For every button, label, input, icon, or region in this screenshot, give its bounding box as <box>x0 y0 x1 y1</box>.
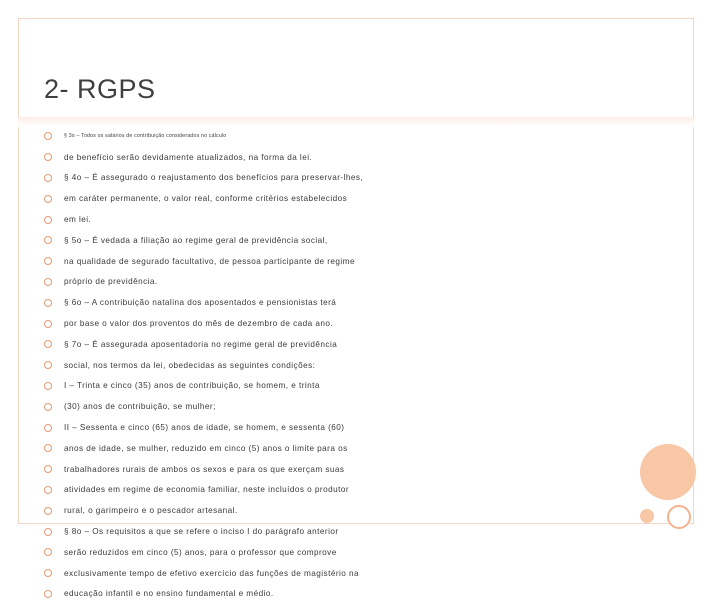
bullet-text: § 6o – A contribuição natalina dos aposentados e pensionistas terá <box>64 298 337 308</box>
bullet-icon <box>44 299 52 307</box>
list-item <box>44 126 644 147</box>
list-item <box>44 230 644 251</box>
bullet-text: em caráter permanente, o valor real, conforme critérios estabelecidos <box>64 194 348 204</box>
bullet-text: § 5o – É vedada a filiação ao regime geral de previdência social, <box>64 235 328 245</box>
decorative-circle-ring <box>667 505 691 529</box>
bullet-icon <box>44 320 52 328</box>
bullet-list <box>44 126 644 604</box>
bullet-text: § 8o – Os requisitos a que se refere o inciso I do parágrafo anterior <box>64 527 339 537</box>
bullet-text: atividades em regime de economia familiar, neste incluídos o produtor <box>64 485 349 495</box>
bullet-text: § 4o – É assegurado o reajustamento dos benefícios para preservar-lhes, <box>64 173 364 183</box>
list-item <box>44 292 644 313</box>
list-item <box>44 188 644 209</box>
bullet-icon <box>44 528 52 536</box>
list-item <box>44 396 644 417</box>
bullet-text: trabalhadores rurais de ambos os sexos e para os que exerçam suas <box>64 464 345 474</box>
bullet-text: serão reduzidos em cinco (5) anos, para o professor que comprove <box>64 547 337 557</box>
bullet-text: na qualidade de segurado facultativo, de pessoa participante de regime <box>64 256 355 266</box>
bullet-icon <box>44 361 52 369</box>
list-item <box>44 584 644 604</box>
list-item <box>44 480 644 501</box>
bullet-icon <box>44 444 52 452</box>
list-item <box>44 251 644 272</box>
bullet-text: social, nos termos da lei, obedecidas as seguintes condições: <box>64 360 316 370</box>
bullet-icon <box>44 278 52 286</box>
bullet-icon <box>44 257 52 265</box>
list-item <box>44 147 644 168</box>
bullet-icon <box>44 382 52 390</box>
bullet-icon <box>44 548 52 556</box>
list-item <box>44 355 644 376</box>
bullet-text: anos de idade, se mulher, reduzido em cinco (5) anos o limite para os <box>64 443 348 453</box>
bullet-text: (30) anos de contribuição, se mulher; <box>64 402 216 412</box>
bullet-text: educação infantil e no ensino fundamental e médio. <box>64 589 274 599</box>
bullet-icon <box>44 132 52 140</box>
list-item <box>44 500 644 521</box>
slide-title: 2- RGPS <box>44 74 156 104</box>
list-item <box>44 438 644 459</box>
bullet-icon <box>44 236 52 244</box>
bullet-text: próprio de previdência. <box>64 277 158 287</box>
decorative-circle-small <box>640 509 654 523</box>
bullet-icon <box>44 486 52 494</box>
list-item <box>44 521 644 542</box>
bullet-text: I – Trinta e cinco (35) anos de contribuição, se homem, e trinta <box>64 381 320 391</box>
bullet-icon <box>44 153 52 161</box>
list-item <box>44 376 644 397</box>
bullet-text: por base o valor dos proventos do mês de dezembro de cada ano. <box>64 319 334 329</box>
bullet-text: § 7o – É assegurada aposentadoria no regime geral de previdência <box>64 339 338 349</box>
list-item <box>44 209 644 230</box>
list-item <box>44 313 644 334</box>
bullet-icon <box>44 403 52 411</box>
bullet-icon <box>44 507 52 515</box>
decorative-circle-large <box>640 444 696 500</box>
bullet-text: exclusivamente tempo de efetivo exercício das funções de magistério na <box>64 568 360 578</box>
list-item <box>44 563 644 584</box>
list-item <box>44 334 644 355</box>
bullet-text: II – Sessenta e cinco (65) anos de idade, se homem, e sessenta (60) <box>64 423 345 433</box>
bullet-icon <box>44 424 52 432</box>
bullet-icon <box>44 216 52 224</box>
bullet-icon <box>44 195 52 203</box>
bullet-icon <box>44 465 52 473</box>
list-item <box>44 459 644 480</box>
bullet-text: rural, o garimpeiro e o pescador artesanal. <box>64 506 238 516</box>
list-item <box>44 168 644 189</box>
bullet-icon <box>44 174 52 182</box>
list-item <box>44 417 644 438</box>
list-item <box>44 542 644 563</box>
bullet-icon <box>44 340 52 348</box>
bullet-text: de benefício serão devidamente atualizados, na forma da lei. <box>64 152 313 162</box>
list-item <box>44 272 644 293</box>
bullet-icon <box>44 569 52 577</box>
bullet-icon <box>44 590 52 598</box>
bullet-text: § 3o – Todos os salários de contribuição considerados no cálculo <box>64 133 227 140</box>
bullet-text: em lei. <box>64 215 92 225</box>
